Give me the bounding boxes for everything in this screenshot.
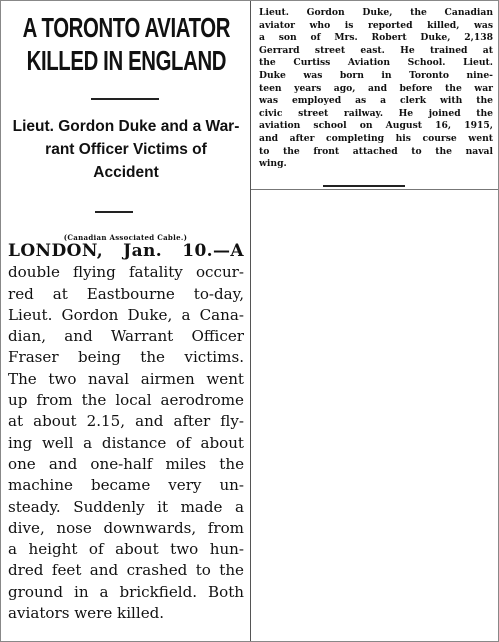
subheadline-line-3: Accident <box>93 164 159 181</box>
dateline: LONDON, Jan. 10.—A <box>8 241 244 261</box>
body-left-line: up from the local aerodrome <box>8 391 244 410</box>
body-left-line: Lieut. Gordon Duke, a Cana- <box>8 305 244 324</box>
body-left-line: red at Eastbourne to-day, <box>8 284 244 303</box>
body-right-line: to the front attached to the naval <box>259 145 493 157</box>
body-left-line: ground in a brickfield. Both <box>8 582 244 601</box>
right-column-bottom-rule <box>251 189 498 190</box>
body-left-line: dian, and Warrant Officer <box>8 327 244 346</box>
news-credit: (Canadian Associated Cable.) <box>63 233 188 242</box>
body-right-line: a son of Mrs. Robert Duke, 2,138 <box>259 32 493 44</box>
body-left-line: double flying fatality occur- <box>8 263 244 282</box>
body-left-line: aviators were killed. <box>8 604 165 623</box>
subheadline <box>7 115 245 184</box>
body-right-line: wing. <box>259 158 287 170</box>
article-body-left <box>8 241 244 624</box>
body-left-line: at about 2.15, and after fly- <box>8 412 244 431</box>
headline-line-2: KILLED IN ENGLAND <box>26 45 227 76</box>
body-left-line: steady. Suddenly it made a <box>8 497 244 516</box>
body-left-line: The two naval airmen went <box>8 369 244 388</box>
article-body-right <box>259 7 493 171</box>
headline <box>22 11 231 77</box>
body-left-line: ing well a distance of about <box>8 433 244 452</box>
body-left-line: dred feet and crashed to the <box>8 561 244 580</box>
body-left-line: machine became very un- <box>8 476 244 495</box>
body-right-line: teen years ago, and before the war <box>259 82 493 94</box>
subheadline-line-1: Lieut. Gordon Duke and a War- <box>12 118 240 135</box>
body-left-line: Fraser being the victims. <box>8 348 244 367</box>
article-end-rule <box>323 185 405 187</box>
subheadline-rule <box>95 211 133 213</box>
subheadline-line-2: rant Officer Victims of <box>45 141 207 158</box>
body-right-line: Gerrard street east. He trained at <box>259 44 493 56</box>
body-right-line: aviator who is reported killed, was <box>259 19 493 31</box>
body-left-line: dive, nose downwards, from <box>8 518 244 537</box>
body-right-line: civic street railway. He joined the <box>259 107 493 119</box>
body-right-line: and after completing his course went <box>259 132 493 144</box>
body-left-line: one and one-half miles the <box>8 454 244 473</box>
body-right-line: Duke was born in Toronto nine- <box>259 69 493 81</box>
body-right-line: the Curtiss Aviation School. Lieut. <box>259 57 493 69</box>
headline-line-1: A TORONTO AVIATOR <box>22 12 231 43</box>
column-divider <box>250 1 251 641</box>
body-left-line: a height of about two hun- <box>8 540 244 559</box>
body-right-line: aviation school on August 16, 1915, <box>259 120 493 132</box>
body-right-line: was employed as a clerk with the <box>259 95 493 107</box>
body-right-line: Lieut. Gordon Duke, the Canadian <box>259 7 493 18</box>
headline-rule <box>91 98 159 100</box>
